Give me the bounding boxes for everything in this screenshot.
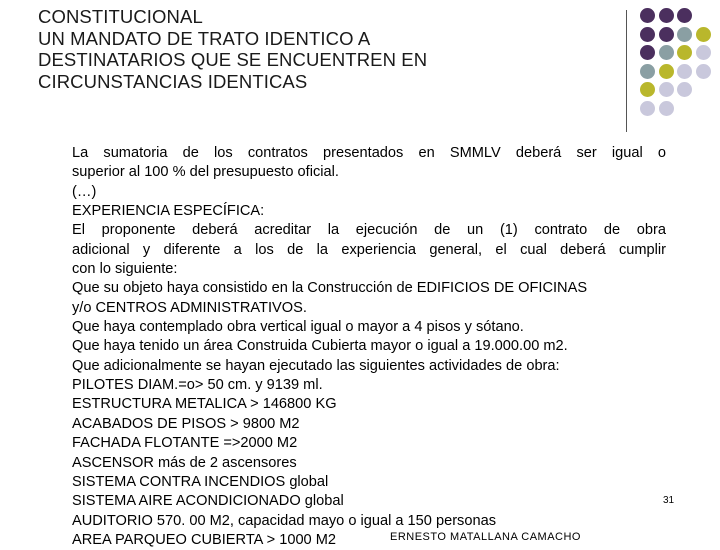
body-line: ASCENSOR más de 2 ascensores — [72, 454, 297, 471]
body-line: ACABADOS DE PISOS > 9800 M2 — [72, 415, 300, 432]
body-line: EXPERIENCIA ESPECÍFICA: — [72, 203, 265, 220]
footer-author: ERNESTO MATALLANA CAMACHO — [390, 531, 581, 543]
decorative-dot — [659, 8, 674, 23]
body-line: SISTEMA CONTRA INCENDIOS global — [72, 473, 329, 490]
body-line: Que su objeto haya consistido en la Construcción de EDIFICIOS DE OFICINAS — [72, 280, 588, 297]
decorative-dot — [696, 64, 711, 79]
decorative-dot — [677, 27, 692, 42]
decorative-dot — [696, 27, 711, 42]
body-line: ESTRUCTURA METALICA > 146800 KG — [72, 396, 337, 413]
decorative-dot — [677, 82, 692, 97]
body-line: con lo siguiente: — [72, 261, 178, 278]
decorative-dot — [640, 64, 655, 79]
body-line: superior al 100 % del presupuesto oficial. — [72, 164, 339, 181]
body-line: SISTEMA AIRE ACONDICIONADO global — [72, 493, 344, 510]
decorative-dot — [659, 45, 674, 60]
body-line: Que adicionalmente se hayan ejecutado las siguientes actividades de obra: — [72, 357, 560, 374]
title-line: DESTINATARIOS QUE SE ENCUENTREN EN — [38, 49, 428, 70]
body-line: AUDITORIO 570. 00 M2, capacidad mayo o igual a 150 personas — [72, 512, 496, 529]
body-line: FACHADA FLOTANTE =>2000 M2 — [72, 435, 298, 452]
body-line: El proponente deberá acreditar la ejecución de un (1) contrato de obra — [72, 222, 666, 239]
body-line: adicional y diferente a los de la experiencia general, el cual deberá cumplir — [72, 241, 666, 258]
body-line: Que haya tenido un área Construida Cubierta mayor o igual a 19.000.00 m2. — [72, 338, 568, 355]
title-line: UN MANDATO DE TRATO IDENTICO A — [38, 27, 371, 49]
decorative-dot — [640, 82, 655, 97]
title-line: CONSTITUCIONAL — [38, 6, 203, 27]
body-line: La sumatoria de los contratos presentados en SMMLV deberá ser igual o — [72, 145, 666, 161]
body-line: y/o CENTROS ADMINISTRATIVOS. — [72, 299, 307, 316]
title-line: CIRCUNSTANCIAS IDENTICAS — [38, 70, 308, 92]
decorative-dot — [640, 45, 655, 60]
decorative-dot — [677, 64, 692, 79]
decorative-dot — [659, 64, 674, 79]
decorative-dot — [659, 82, 674, 97]
slide-body-text — [72, 144, 666, 550]
body-line: Que haya contemplado obra vertical igual o mayor a 4 pisos y sótano. — [72, 319, 524, 336]
decorative-dot — [696, 45, 711, 60]
decorative-dot — [659, 27, 674, 42]
decorative-dot — [640, 8, 655, 23]
decorative-dot — [640, 101, 655, 116]
decorative-dot-grid — [640, 8, 720, 118]
body-line: (…) — [72, 183, 97, 200]
decorative-dot — [677, 8, 692, 23]
decorative-dot — [640, 27, 655, 42]
divider-line — [626, 10, 627, 132]
body-line: PILOTES DIAM.=o> 50 cm. y 9139 ml. — [72, 377, 323, 394]
body-line: AREA PARQUEO CUBIERTA > 1000 M2 — [72, 531, 337, 548]
decorative-dot — [677, 45, 692, 60]
decorative-dot — [659, 101, 674, 116]
page-number: 31 — [663, 495, 675, 506]
slide-title — [38, 6, 598, 92]
